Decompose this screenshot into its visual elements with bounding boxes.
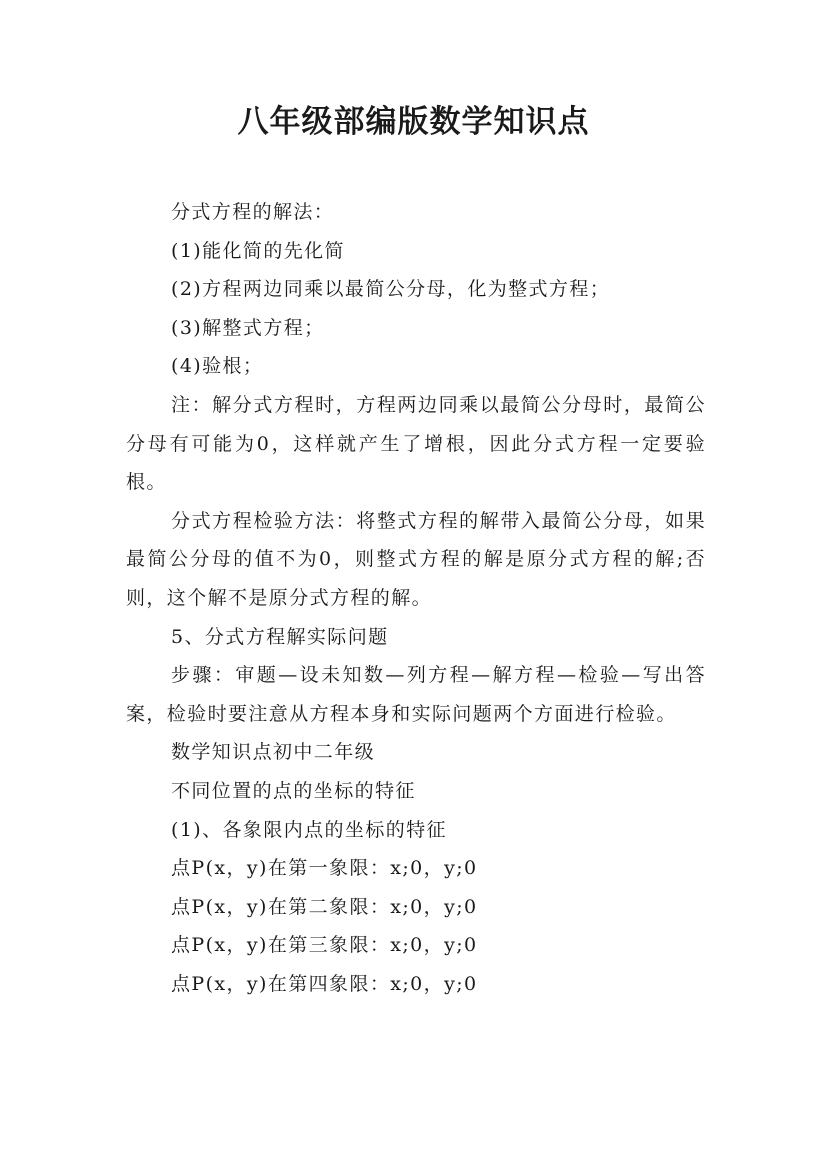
paragraph: (2)方程两边同乘以最简公分母，化为整式方程；: [171, 278, 611, 301]
document-body: [126, 193, 706, 1003]
paragraph: 点P(x，y)在第一象限：x;0，y;0: [171, 857, 478, 880]
paragraph: 数学知识点初中二年级: [171, 741, 376, 764]
paragraph: (1)能化简的先化简: [171, 239, 345, 262]
paragraph: 5、分式方程解实际问题: [171, 625, 389, 648]
paragraph: 分式方程检验方法：将整式方程的解带入最简公分母，如果最简公分母的值不为0，则整式方程的解是原分式方程的解;否则，这个解不是原分式方程的解。: [126, 509, 706, 609]
paragraph: 注：解分式方程时，方程两边同乘以最简公分母时，最简公分母有可能为0，这样就产生了增根，因此分式方程一定要验根。: [126, 393, 706, 494]
paragraph: 点P(x，y)在第三象限：x;0，y;0: [171, 934, 478, 957]
paragraph: 分式方程的解法：: [171, 201, 335, 223]
paragraph: 步骤：审题—设未知数—列方程—解方程—检验—写出答案，检验时要注意从方程本身和实际问题两个方面进行检验。: [126, 664, 706, 725]
paragraph: 点P(x，y)在第四象限：x;0，y;0: [171, 972, 478, 995]
paragraph: (1)、各象限内点的坐标的特征: [171, 818, 447, 841]
paragraph: (4)验根；: [171, 355, 264, 378]
page-title: 八年级部编版数学知识点: [237, 104, 590, 140]
paragraph: 点P(x，y)在第二象限：x;0，y;0: [171, 895, 478, 918]
paragraph: (3)解整式方程；: [171, 316, 325, 339]
paragraph: 不同位置的点的坐标的特征: [171, 779, 416, 802]
